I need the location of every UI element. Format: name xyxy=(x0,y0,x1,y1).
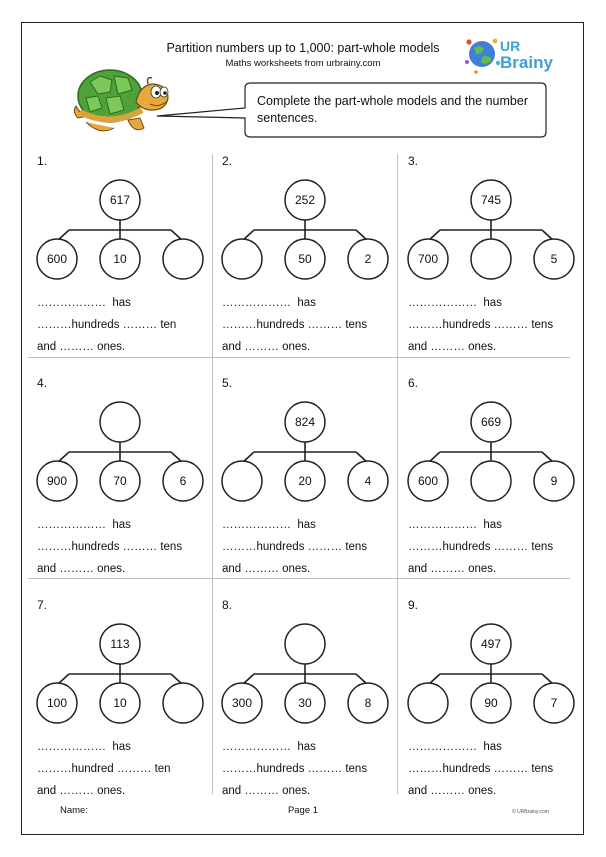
number-sentence-line: and ……… ones. xyxy=(222,341,311,353)
problem-cell xyxy=(207,152,393,372)
part-circle xyxy=(222,461,262,501)
whole-circle xyxy=(100,402,140,442)
whole-value[interactable]: 252 xyxy=(294,193,316,207)
problem-number: 7. xyxy=(37,598,48,612)
part-value[interactable]: 900 xyxy=(46,474,68,488)
number-sentence-line: and ……… ones. xyxy=(408,563,497,575)
number-sentence-line: ………hundreds ……… tens xyxy=(408,763,554,775)
part-value[interactable]: 9 xyxy=(550,474,558,488)
number-sentence-line: ………hundreds ……… tens xyxy=(222,541,368,553)
part-value[interactable]: 300 xyxy=(231,696,253,710)
logo-text-ur: UR xyxy=(500,38,521,54)
whole-value[interactable]: 824 xyxy=(294,415,316,429)
part-value[interactable]: 10 xyxy=(113,252,127,266)
number-sentence-line: ………hundreds ……… tens xyxy=(408,541,554,553)
whole-circle xyxy=(285,624,325,664)
part-circle xyxy=(408,683,448,723)
page-number: Page 1 xyxy=(287,805,319,816)
part-circle xyxy=(163,683,203,723)
number-sentence-line: ……………… has xyxy=(222,519,316,531)
number-sentence-line: and ……… ones. xyxy=(37,785,126,797)
number-sentence-line: ……………… has xyxy=(222,297,316,309)
problem-cell xyxy=(393,374,579,594)
problem-cell xyxy=(393,596,579,816)
problem-cell xyxy=(393,152,579,372)
number-sentence-line: ……………… has xyxy=(408,741,502,753)
number-sentence-line: ………hundreds ……… tens xyxy=(222,763,368,775)
instruction-text: Complete the part-whole models and the number sentences. xyxy=(257,94,528,125)
part-value[interactable]: 7 xyxy=(550,696,558,710)
number-sentence-line: ……………… has xyxy=(408,519,502,531)
number-sentence-line: ………hundreds ……… tens xyxy=(37,541,183,553)
number-sentence-line: ……………… has xyxy=(408,297,502,309)
problem-number: 1. xyxy=(37,154,48,168)
number-sentence-line: ………hundreds ……… ten xyxy=(37,319,177,331)
number-sentence-line: and ……… ones. xyxy=(37,341,126,353)
part-value[interactable]: 700 xyxy=(417,252,439,266)
problem-number: 2. xyxy=(222,154,233,168)
problem-number: 6. xyxy=(408,376,419,390)
part-value[interactable]: 30 xyxy=(298,696,312,710)
problem-cell xyxy=(22,596,208,816)
part-value[interactable]: 20 xyxy=(298,474,312,488)
part-circle xyxy=(163,239,203,279)
part-value[interactable]: 70 xyxy=(113,474,127,488)
worksheet-subtitle: Maths worksheets from urbrainy.com xyxy=(225,58,381,69)
whole-value[interactable]: 745 xyxy=(480,193,502,207)
part-circle xyxy=(471,461,511,501)
part-value[interactable]: 4 xyxy=(364,474,372,488)
number-sentence-line: ……………… has xyxy=(37,519,131,531)
problem-cell xyxy=(22,374,208,594)
whole-value[interactable]: 497 xyxy=(480,637,502,651)
number-sentence-line: ………hundred ……… ten xyxy=(37,763,171,775)
number-sentence-line: and ……… ones. xyxy=(408,785,497,797)
part-value[interactable]: 6 xyxy=(179,474,187,488)
part-value[interactable]: 600 xyxy=(46,252,68,266)
worksheet-title: Partition numbers up to 1,000: part-whole models xyxy=(166,41,440,55)
problem-cell xyxy=(22,152,208,372)
problem-number: 4. xyxy=(37,376,48,390)
part-value[interactable]: 50 xyxy=(298,252,312,266)
part-value[interactable]: 90 xyxy=(484,696,498,710)
number-sentence-line: ……………… has xyxy=(222,741,316,753)
urbrainy-logo xyxy=(462,32,572,76)
number-sentence-line: ………hundreds ……… tens xyxy=(222,319,368,331)
part-value[interactable]: 2 xyxy=(364,252,372,266)
problem-cell xyxy=(207,374,393,594)
name-label: Name: xyxy=(60,805,88,816)
problem-number: 8. xyxy=(222,598,233,612)
number-sentence-line: and ……… ones. xyxy=(408,341,497,353)
number-sentence-line: ………hundreds ……… tens xyxy=(408,319,554,331)
problem-cell xyxy=(207,596,393,816)
logo-text-brainy: Brainy xyxy=(500,53,553,72)
part-circle xyxy=(222,239,262,279)
whole-value[interactable]: 617 xyxy=(109,193,131,207)
number-sentence-line: ……………… has xyxy=(37,741,131,753)
part-value[interactable]: 8 xyxy=(364,696,372,710)
whole-value[interactable]: 113 xyxy=(110,637,130,651)
copyright-text: © URBrainy.com xyxy=(512,809,549,815)
whole-value[interactable]: 669 xyxy=(480,415,502,429)
problem-number: 3. xyxy=(408,154,419,168)
number-sentence-line: ……………… has xyxy=(37,297,131,309)
number-sentence-line: and ……… ones. xyxy=(37,563,126,575)
part-value[interactable]: 100 xyxy=(46,696,68,710)
number-sentence-line: and ……… ones. xyxy=(222,563,311,575)
part-circle xyxy=(471,239,511,279)
part-value[interactable]: 600 xyxy=(417,474,439,488)
problem-number: 9. xyxy=(408,598,419,612)
part-value[interactable]: 5 xyxy=(550,252,558,266)
problem-number: 5. xyxy=(222,376,233,390)
number-sentence-line: and ……… ones. xyxy=(222,785,311,797)
part-value[interactable]: 10 xyxy=(113,696,127,710)
